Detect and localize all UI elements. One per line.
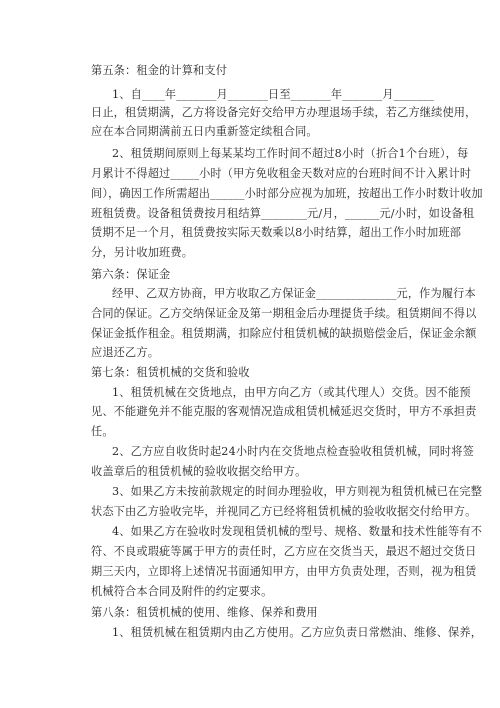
body-text-line: 经甲、乙双方协商，甲方收取乙方保证金______________元，作为履行本 [112,287,476,300]
body-text-line: 保证金抵作租金。租赁期满，扣除应付租赁机械的缺损赔偿金后，保证金余额 [91,327,477,340]
body-text-line: 见、不能避免并不能克服的客观情况造成租赁机械延迟交货时，甲方不承担责 [91,405,477,418]
body-text-line: 2、租赁期间原则上每某某均工作时间不超过8小时（折合1个台班），每 [112,147,469,160]
body-text-line: 日止，租赁期满，乙方将设备完好交给甲方办理退场手续，若乙方继续使用， [91,106,477,119]
body-text-line: 1、租赁机械在交货地点，由甲方向乙方（或其代理人）交货。因不能预 [112,386,471,399]
body-text-line: 分，另计收加班费。 [91,246,194,259]
body-text-line: 收盖章后的租赁机械的验收收据交给甲方。 [91,465,307,478]
body-text-line: 1、自____年_______月_______日至_______年_______月_______ [112,88,434,101]
body-text-line: 期三天内，立即将上述情况书面通知甲方，由甲方负责处理，否则，视为租赁 [91,565,477,578]
section-heading: 第七条：租赁机械的交货和验收 [91,366,250,379]
body-text-line: 班租赁费。设备租赁费按月租结算________元/月，______元/小时，如设备租 [91,207,475,220]
body-text-line: 2、乙方应自收货时起24小时内在交货地点检查验收租赁机械，同时将签 [112,445,474,458]
body-text-line: 机械符合本合同及附件的约定要求。 [91,585,273,598]
body-text-line: 1、租赁机械在租赁期内由乙方使用。乙方应负责日常燃油、维修、保养， [112,626,483,639]
body-text-line: 任。 [91,425,114,438]
body-text-line: 3、如果乙方未按前款规定的时间办理验收，甲方则视为租赁机械已在完整 [112,485,483,498]
body-text-line: 状态下由乙方验收完毕，并视同乙方已经将租赁机械的验收收据交付给甲方。 [91,505,477,518]
body-text-line: 赁期不足一个月，租赁费按实际天数乘以8小时结算，超出工作小时加班部 [91,226,462,239]
section-heading: 第八条：租赁机械的使用、维修、保养和费用 [91,606,318,619]
section-heading: 第五条：租金的计算和支付 [91,64,228,77]
body-text-line: 合同的保证。乙方交纳保证金及第一期租金后办理提货手续。租赁期间不得以 [91,307,477,320]
body-text-line: 间），确因工作所需超出______小时部分应视为加班，按超出工作小时数计收加 [91,187,483,200]
body-text-line: 月累计不得超过_____小时（甲方免收租金天数对应的台班时间不计入累计时 [91,167,472,180]
body-text-line: 符、不良或瑕疵等属于甲方的责任时，乙方应在交货当天，最迟不超过交货日 [91,545,477,558]
section-heading: 第六条：保证金 [91,268,171,281]
body-text-line: 应退还乙方。 [91,346,160,359]
body-text-line: 应在本合同期满前五日内重新签定续租合同。 [91,125,318,138]
body-text-line: 4、如果乙方在验收时发现租赁机械的型号、规格、数量和技术性能等有不 [112,525,483,538]
